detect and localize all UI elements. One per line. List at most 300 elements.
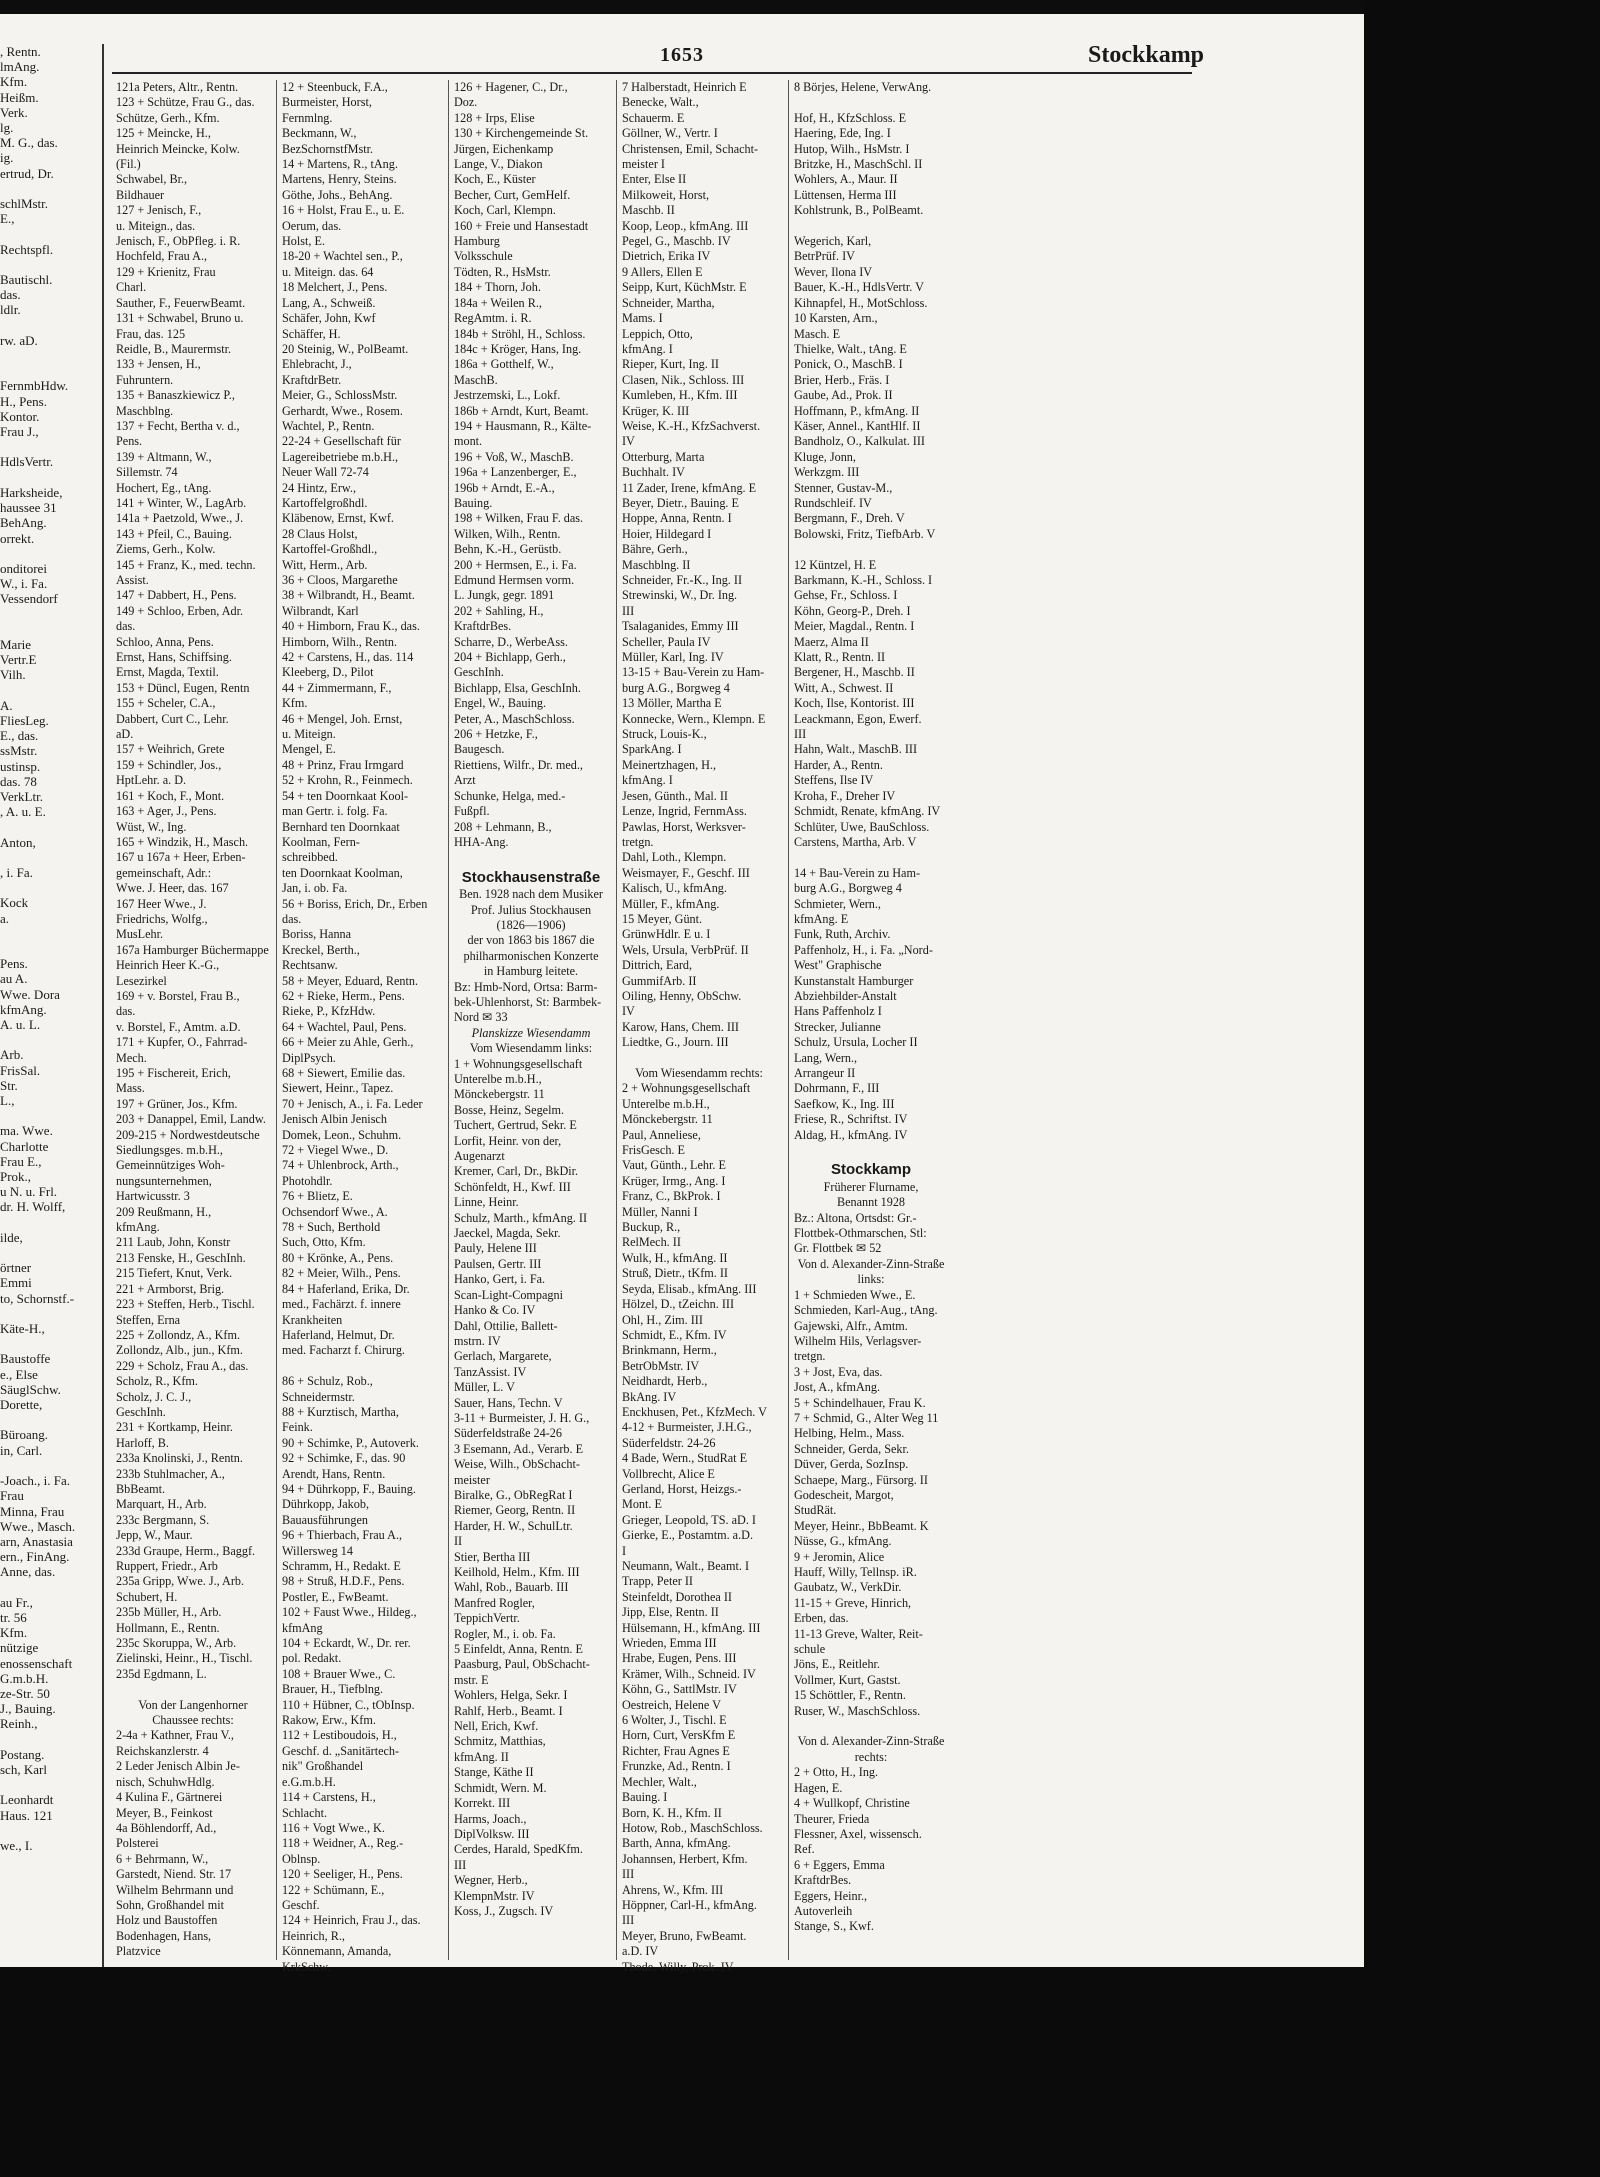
directory-line: Schunke, Helga, med.- [454, 788, 566, 803]
edge-line: e., Else [0, 1366, 38, 1382]
directory-line: Barth, Anna, kfmAng. [622, 1836, 731, 1851]
edge-line: Frau E., [0, 1153, 42, 1169]
edge-line [0, 363, 102, 378]
directory-line: 167 Heer Wwe., J. [116, 896, 207, 911]
directory-line: 186b + Arndt, Kurt, Beamt. [454, 403, 589, 418]
directory-line: Jan, i. ob. Fa. [282, 881, 348, 896]
directory-line: Helbing, Helm., Mass. [794, 1426, 905, 1441]
edge-line: FliesLeg. [0, 712, 49, 728]
directory-line: Siewert, Heinr., Tapez. [282, 1081, 394, 1096]
directory-line: 184 + Thorn, Joh. [454, 280, 541, 295]
edge-line: ern., FinAng. [0, 1549, 70, 1565]
edge-line: we., I. [0, 1837, 33, 1853]
directory-line: Leackmann, Egon, Ewerf. [794, 711, 922, 726]
directory-line: Klatt, R., Rentn. II [794, 650, 886, 665]
directory-line: Wohlers, Helga, Sekr. I [454, 1688, 568, 1703]
directory-line: Tuchert, Gertrud, Sekr. E [454, 1118, 577, 1133]
edge-line: HdlsVertr. [0, 454, 54, 470]
directory-line: Von d. Alexander-Zinn-Straße [797, 1734, 945, 1749]
directory-line: Sillemstr. 74 [116, 465, 178, 480]
directory-line: Sauther, F., FeuerwBeamt. [116, 295, 246, 310]
directory-line: Lesezirkel [116, 973, 167, 988]
directory-line: Pawlas, Horst, Werksver- [622, 819, 746, 834]
directory-line: 52 + Krohn, R., Feinmech. [282, 773, 413, 788]
directory-line: Willersweg 14 [282, 1543, 353, 1558]
directory-line: Planskizze Wiesendamm [471, 1025, 591, 1040]
edge-line: Kock [0, 895, 29, 911]
edge-line: Käte-H., [0, 1321, 45, 1337]
directory-line: Kohlstrunk, B., PolBeamt. [794, 203, 924, 218]
directory-line: kfmAng. E [794, 911, 849, 926]
directory-line: 163 + Ager, J., Pens. [116, 804, 217, 819]
directory-line: Mams. I [622, 311, 663, 326]
directory-line: 42 + Carstens, H., das. 114 [282, 650, 414, 665]
directory-line [794, 219, 948, 234]
directory-line: Maerz, Alma II [794, 634, 869, 649]
directory-line: 108 + Brauer Wwe., C. [282, 1666, 396, 1681]
directory-line: 3-11 + Burmeister, J. H. G., [454, 1410, 590, 1425]
edge-line [0, 1215, 102, 1230]
edge-line: lg. [0, 120, 14, 136]
directory-line: 196b + Arndt, E.-A., [454, 480, 555, 495]
directory-line: Wachtel, P., Rentn. [282, 418, 375, 433]
directory-line: 64 + Wachtel, Paul, Pens. [282, 1019, 407, 1034]
directory-line: schule [794, 1642, 826, 1657]
edge-line: Vessendorf [0, 591, 58, 607]
directory-line: Rogler, M., i. ob. Fa. [454, 1626, 556, 1641]
directory-line: Hochert, Eg., tAng. [116, 480, 212, 495]
directory-line: Wrieden, Emma III [622, 1636, 717, 1651]
directory-line: Hülsemann, H., kfmAng. III [622, 1620, 761, 1635]
directory-line: Nord ✉ 33 [454, 1010, 508, 1025]
directory-line: 203 + Danappel, Emil, Landw. [116, 1112, 266, 1127]
directory-line: Bernhard ten Doornkaat [282, 819, 400, 834]
column-3 [454, 80, 608, 1960]
directory-line: Mönckebergstr. 11 [622, 1112, 713, 1127]
directory-line: Reichskanzlerstr. 4 [116, 1743, 209, 1758]
directory-line: 2 + Wohnungsgesellschaft [622, 1081, 751, 1096]
scan-bottom-border [0, 1967, 1600, 2177]
directory-line: Göthe, Johs., BehAng. [282, 187, 393, 202]
directory-line: 160 + Freie und Hansestadt [454, 218, 589, 233]
directory-line: 58 + Meyer, Eduard, Rentn. [282, 973, 419, 988]
directory-line: 72 + Viegel Wwe., D. [282, 1143, 389, 1158]
directory-line [794, 1719, 948, 1734]
directory-line: Sohn, Großhandel mit [116, 1897, 224, 1912]
edge-line [0, 607, 102, 622]
edge-line: Verk. [0, 104, 28, 120]
directory-line: Schaepe, Marg., Fürsorg. II [794, 1472, 928, 1487]
directory-line: 5 Einfeldt, Anna, Rentn. E [454, 1642, 583, 1657]
directory-line: Paffenholz, H., i. Fa. „Nord- [794, 942, 933, 957]
directory-line: 11 Zader, Irene, kfmAng. E [622, 480, 757, 495]
directory-line: 20 Steinig, W., PolBeamt. [282, 341, 409, 356]
directory-line: 9 Allers, Ellen E [622, 264, 703, 279]
directory-line: Kläbenow, Ernst, Kwf. [282, 511, 394, 526]
directory-line: burg A.G., Borgweg 4 [622, 680, 730, 695]
directory-line: 56 + Boriss, Erich, Dr., Erben [282, 896, 428, 911]
directory-line: 28 Claus Holst, [282, 526, 358, 541]
directory-line: 1 + Wohnungsgesellschaft [454, 1056, 583, 1071]
directory-line: 198 + Wilken, Frau F. das. [454, 511, 584, 526]
directory-line: mstr. E [454, 1672, 489, 1687]
edge-line: A. [0, 697, 13, 713]
directory-line: nisch, SchuhwHdlg. [116, 1774, 215, 1789]
directory-line: Lange, V., Diakon [454, 157, 543, 172]
edge-line: dr. H. Wolff, [0, 1199, 66, 1215]
edge-line: Wwe. Dora [0, 986, 60, 1002]
directory-line: nungsunternehmen, [116, 1173, 212, 1188]
directory-line: gemeinschaft, Adr.: [116, 865, 212, 880]
edge-line: ilde, [0, 1229, 23, 1245]
edge-line: H., Pens. [0, 393, 47, 409]
directory-line: Ochsendorf Wwe., A. [282, 1204, 388, 1219]
directory-line: Koolman, Fern- [282, 834, 360, 849]
directory-line: Dahl, Loth., Klempn. [622, 850, 727, 865]
directory-line: 143 + Pfeil, C., Bauing. [116, 526, 232, 541]
edge-line [0, 257, 102, 272]
directory-line: 3 Esemann, Ad., Verarb. E [454, 1441, 584, 1456]
edge-line [0, 850, 102, 865]
directory-line: Scholz, R., Kfm. [116, 1374, 198, 1389]
directory-line: Oerum, das. [282, 218, 342, 233]
directory-line: Ben. 1928 nach dem Musiker [459, 887, 603, 902]
directory-line: GummifArb. II [622, 973, 697, 988]
edge-line: , Rentn. [0, 44, 41, 59]
directory-line: Jenisch Albin Jenisch [282, 1112, 387, 1127]
directory-line: Bauing. [454, 495, 493, 510]
directory-line: Kumleben, H., Kfm. III [622, 388, 738, 403]
directory-line: Wilken, Wilh., Rentn. [454, 526, 561, 541]
directory-line: Köhn, G., SattlMstr. IV [622, 1682, 737, 1697]
directory-line: Rundschleif. IV [794, 495, 872, 510]
scan-top-border [0, 0, 1600, 14]
edge-line: Anne, das. [0, 1564, 56, 1580]
directory-line: 54 + ten Doornkaat Kool- [282, 788, 409, 803]
directory-line [794, 95, 948, 110]
edge-line [0, 819, 102, 834]
directory-line: Stange, S., Kwf. [794, 1919, 874, 1934]
directory-line: Chaussee rechts: [152, 1713, 234, 1728]
directory-line: Scheller, Paula IV [622, 634, 711, 649]
directory-line: Bolowski, Fritz, TiefbArb. V [794, 526, 936, 541]
edge-line: ig. [0, 150, 14, 166]
directory-line: mont. [454, 434, 483, 449]
directory-line: Ahrens, W., Kfm. III [622, 1882, 724, 1897]
scan-right-border [1364, 0, 1600, 2177]
directory-line: Vom Wiesendamm links: [469, 1041, 593, 1056]
directory-line: Gerhardt, Wwe., Rosem. [282, 403, 403, 418]
directory-line: Brinkmann, Herm., [622, 1343, 717, 1358]
directory-line: III [454, 1857, 467, 1872]
directory-line: Dohrmann, F., III [794, 1081, 880, 1096]
directory-line: Wilhelm Behrmann und [116, 1882, 234, 1897]
directory-line: 6 Wolter, J., Tischl. E [622, 1713, 727, 1728]
directory-line: Paul, Anneliese, [622, 1127, 701, 1142]
directory-line: Schulz, Marth., kfmAng. II [454, 1210, 588, 1225]
directory-line: SparkAng. I [622, 742, 682, 757]
directory-line: Wohlers, A., Maur. II [794, 172, 898, 187]
directory-line: schreibbed. [282, 850, 338, 865]
directory-line: Jöns, E., Reitlehr. [794, 1657, 880, 1672]
directory-line: MaschB. [454, 372, 498, 387]
directory-line: Aldag, H., kfmAng. IV [794, 1127, 908, 1142]
directory-line: Korrekt. III [454, 1796, 511, 1811]
directory-line: L. Jungk, gegr. 1891 [454, 588, 555, 603]
directory-line: 1 + Schmieden Wwe., E. [794, 1287, 916, 1302]
directory-line: Schmieden, Karl-Aug., tAng. [794, 1303, 938, 1318]
directory-line: Hrabe, Eugen, Pens. III [622, 1651, 737, 1666]
directory-line: Schauerm. E [622, 110, 685, 125]
directory-line: TeppichVertr. [454, 1611, 520, 1626]
directory-line: 6 + Behrmann, W., [116, 1851, 209, 1866]
directory-line: 6 + Eggers, Emma [794, 1857, 885, 1872]
directory-line: RegAmtm. i. R. [454, 311, 532, 326]
edge-line: L., [0, 1093, 15, 1109]
edge-line: arn, Anastasia [0, 1533, 73, 1549]
directory-line: Scan-Light-Compagni [454, 1287, 563, 1302]
directory-line: 18-20 + Wachtel sen., P., [282, 249, 403, 264]
directory-line: 165 + Windzik, H., Masch. [116, 834, 249, 849]
edge-line: Marie [0, 636, 32, 652]
directory-line: Lüttensen, Herma III [794, 187, 897, 202]
column-5 [794, 80, 948, 1960]
directory-line: Holz und Baustoffen [116, 1913, 218, 1928]
directory-line: Meyer, Heinr., BbBeamt. K [794, 1518, 929, 1533]
directory-line: 116 + Vogt Wwe., K. [282, 1820, 385, 1835]
directory-line: kfmAng. I [622, 341, 673, 356]
directory-line: Käser, Annel., KantHlf. II [794, 418, 921, 433]
directory-line: GrünwHdlr. E u. I [622, 927, 711, 942]
directory-line: Mass. [116, 1081, 145, 1096]
directory-line [282, 1359, 436, 1374]
directory-line: III [622, 603, 635, 618]
directory-line: kfmAng. I [622, 773, 673, 788]
directory-line: 88 + Kurztisch, Martha, [282, 1404, 399, 1419]
edge-line: au A. [0, 971, 28, 987]
directory-line: Bildhauer [116, 187, 165, 202]
directory-line: 14 + Bau-Verein zu Ham- [794, 865, 920, 880]
edge-line [0, 926, 102, 941]
directory-line: Geschf. [282, 1897, 320, 1912]
directory-line: Beyer, Dietr., Bauing. E [622, 495, 739, 510]
directory-line: Born, K. H., Kfm. II [622, 1805, 722, 1820]
edge-line [0, 226, 102, 241]
directory-line: Rahlf, Herb., Beamt. I [454, 1703, 563, 1718]
directory-line: Kfm. [282, 696, 308, 711]
directory-line: Richter, Frau Agnes E [622, 1743, 730, 1758]
directory-line: Otterburg, Marta [622, 449, 705, 464]
directory-line: III [622, 1867, 635, 1882]
edge-line [0, 1777, 102, 1792]
directory-line: Köhn, Georg-P., Dreh. I [794, 603, 911, 618]
directory-line: 38 + Wilbrandt, H., Beamt. [282, 588, 415, 603]
directory-line: Vollmer, Kurt, Gastst. [794, 1672, 901, 1687]
directory-line: 76 + Blietz, E. [282, 1189, 353, 1204]
directory-line: Meier, G., SchlossMstr. [282, 388, 398, 403]
edge-line: Frau [0, 1488, 24, 1504]
directory-line: Theurer, Frieda [794, 1811, 870, 1826]
edge-line: ertrud, Dr. [0, 165, 54, 181]
directory-line: Hauff, Willy, Tellnsp. iR. [794, 1565, 917, 1579]
directory-line: Britzke, H., MaschSchl. II [794, 157, 923, 172]
edge-line: J., Bauing. [0, 1701, 56, 1717]
directory-line: Photohdlr. [282, 1173, 333, 1188]
directory-line: Süderfeldstr. 24-26 [622, 1435, 716, 1450]
directory-line [116, 1682, 270, 1697]
directory-line: tretgn. [622, 834, 654, 849]
directory-line: Nüsse, G., kfmAng. [794, 1534, 892, 1549]
directory-line: Schäfer, John, Kwf [282, 311, 376, 326]
directory-line: 7 Halberstadt, Heinrich E [622, 80, 747, 94]
edge-line: Wwe., Masch. [0, 1518, 76, 1534]
directory-line: meister [454, 1472, 490, 1487]
edge-line: a. [0, 910, 10, 926]
directory-line: Friese, R., Schriftst. IV [794, 1112, 908, 1127]
directory-line: Höppner, Carl-H., kfmAng. [622, 1897, 757, 1912]
edge-line: ze-Str. 50 [0, 1685, 50, 1701]
directory-line: Schneider, Gerda, Sekr. [794, 1441, 909, 1456]
directory-line: 8 Börjes, Helene, VerwAng. [794, 80, 932, 94]
directory-line: 137 + Fecht, Bertha v. d., [116, 418, 240, 433]
edge-line: enossenschaft [0, 1655, 73, 1671]
directory-line: 18 Melchert, J., Pens. [282, 280, 388, 295]
edge-line: Charlotte [0, 1138, 49, 1154]
directory-line: Buckup, R., [622, 1220, 681, 1235]
directory-line: 141a + Paetzold, Wwe., J. [116, 511, 244, 526]
edge-line: Dorette, [0, 1397, 43, 1413]
directory-line: Carstens, Martha, Arb. V [794, 834, 917, 849]
directory-line: Schmieter, Wern., [794, 896, 881, 911]
directory-line: Neumann, Walt., Beamt. I [622, 1559, 750, 1573]
directory-line: Fuhruntern. [116, 372, 174, 387]
directory-line: 195 + Fischereit, Erich, [116, 1066, 231, 1080]
directory-line: v. Borstel, F., Amtm. a.D. [116, 1019, 241, 1034]
directory-line: Brauer, H., Tiefblng. [282, 1682, 384, 1697]
directory-line: Scharre, D., WerbeAss. [454, 634, 568, 649]
directory-line: 161 + Koch, F., Mont. [116, 788, 225, 803]
directory-line: Hoier, Hildegard I [622, 526, 712, 541]
directory-line: Lenze, Ingrid, FernmAss. [622, 804, 747, 819]
directory-line: 9 + Jeromin, Alice [794, 1549, 885, 1564]
directory-line: Hölzel, D., tZeichn. III [622, 1297, 735, 1312]
edge-line: Büroang. [0, 1427, 49, 1443]
directory-line: Burmeister, Horst, [282, 95, 372, 110]
directory-line: Franz, C., BkProk. I [622, 1189, 721, 1204]
directory-line: 121a Peters, Altr., Rentn. [116, 80, 239, 94]
directory-line: Charl. [116, 280, 147, 295]
edge-line: Baustoffe [0, 1351, 51, 1367]
directory-line: Erben, das. [794, 1611, 849, 1626]
directory-line: Stier, Bertha III [454, 1549, 531, 1564]
directory-line: KraftdrBes. [794, 1873, 852, 1888]
directory-line: Engel, W., Bauing. [454, 696, 547, 711]
directory-line: Kremer, Carl, Dr., BkDir. [454, 1164, 579, 1179]
directory-line [622, 1051, 776, 1066]
directory-line: Cerdes, Harald, SpedKfm. [454, 1842, 583, 1857]
directory-line: III [794, 727, 807, 742]
directory-line: Bähre, Gerh., [622, 542, 688, 557]
directory-line: Stange, Käthe II [454, 1765, 534, 1780]
directory-line: Platzvice [116, 1944, 161, 1959]
directory-line: Meier, Magdal., Rentn. I [794, 619, 915, 634]
edge-line: Kfm. [0, 1625, 28, 1641]
directory-line: Krüger, K. III [622, 403, 690, 418]
directory-line: 202 + Sahling, H., [454, 603, 544, 618]
edge-line: to, Schornstf.- [0, 1290, 75, 1306]
directory-line: 122 + Schümann, E., [282, 1882, 385, 1897]
directory-line: Kihnapfel, H., MotSchloss. [794, 295, 928, 310]
directory-line: Witt, Herm., Arb. [282, 557, 368, 572]
directory-line: Gajewski, Alfr., Amtm. [794, 1318, 908, 1333]
directory-line: Schneidermstr. [282, 1389, 355, 1404]
directory-line: 169 + v. Borstel, Frau B., [116, 988, 240, 1003]
directory-line: kfmAng. II [454, 1749, 509, 1764]
previous-page-edge [0, 44, 104, 1967]
directory-line: Marquart, H., Arb. [116, 1497, 207, 1512]
directory-line: Koch, Carl, Klempn. [454, 203, 556, 218]
directory-line: Christensen, Emil, Schacht- [622, 141, 759, 156]
directory-line: I [622, 1543, 627, 1558]
directory-line: Kunstanstalt Hamburger [794, 973, 914, 988]
directory-line: Masch. E [794, 326, 841, 341]
directory-line: Mechler, Walt., [622, 1774, 697, 1789]
directory-line: Gr. Flottbek ✉ 52 [794, 1241, 882, 1256]
directory-line: Assist. [116, 573, 149, 587]
directory-line: Vaut, Günth., Lehr. E [622, 1158, 726, 1173]
directory-line: Neuer Wall 72-74 [282, 465, 369, 480]
directory-line: 215 Tiefert, Knut, Verk. [116, 1266, 233, 1281]
directory-line: u. Miteign. [282, 727, 336, 742]
directory-line: BetrPrüf. IV [794, 249, 855, 264]
column-divider [448, 80, 449, 1960]
edge-line [0, 1823, 102, 1838]
directory-line: rechts: [854, 1749, 888, 1764]
directory-line: in Hamburg leitete. [483, 964, 579, 979]
directory-line: Bichlapp, Elsa, GeschInh. [454, 680, 581, 695]
edge-line: sch, Karl [0, 1761, 47, 1777]
directory-line: 3 + Jost, Eva, das. [794, 1364, 883, 1379]
directory-line: 196 + Voß, W., MaschB. [454, 449, 574, 464]
directory-line: Thode, Willy, Prok. IV [622, 1959, 734, 1974]
directory-line: 133 + Jensen, H., [116, 357, 201, 372]
directory-line: Linne, Heinr. [454, 1195, 519, 1210]
directory-line: 15 Schöttler, F., Rentn. [794, 1688, 906, 1703]
directory-line: Jost, A., kfmAng. [794, 1380, 880, 1395]
directory-line: Bz.: Altona, Ortsdst: Gr.- [794, 1210, 917, 1225]
directory-line: 213 Fenske, H., GeschInh. [116, 1250, 246, 1265]
directory-line: 82 + Meier, Wilh., Pens. [282, 1266, 401, 1281]
edge-line [0, 1732, 102, 1747]
directory-line: 4a Böhlendorff, Ad., [116, 1820, 217, 1835]
directory-line: pol. Redakt. [282, 1651, 342, 1666]
edge-line [0, 1336, 102, 1351]
directory-line: Frunzke, Ad., Rentn. I [622, 1759, 731, 1774]
directory-line: 145 + Franz, K., med. techn. [116, 557, 256, 572]
edge-line [0, 941, 102, 956]
directory-line: II [454, 1534, 463, 1549]
directory-line: Ehlebracht, J., [282, 357, 352, 372]
directory-line: kfmAng [282, 1620, 323, 1635]
directory-line: Feink. [282, 1420, 313, 1435]
directory-line: Lorfit, Heinr. von der, [454, 1133, 562, 1148]
directory-line: 184b + Ströhl, H., Schloss. [454, 326, 586, 341]
directory-line: Jipp, Else, Rentn. II [622, 1605, 719, 1620]
directory-line: Wever, Ilona IV [794, 264, 873, 279]
directory-line: Dietrich, Erika IV [622, 249, 711, 264]
directory-line: KraftdrBetr. [282, 372, 342, 387]
directory-line: Struß, Dietr., tKfm. II [622, 1266, 728, 1281]
